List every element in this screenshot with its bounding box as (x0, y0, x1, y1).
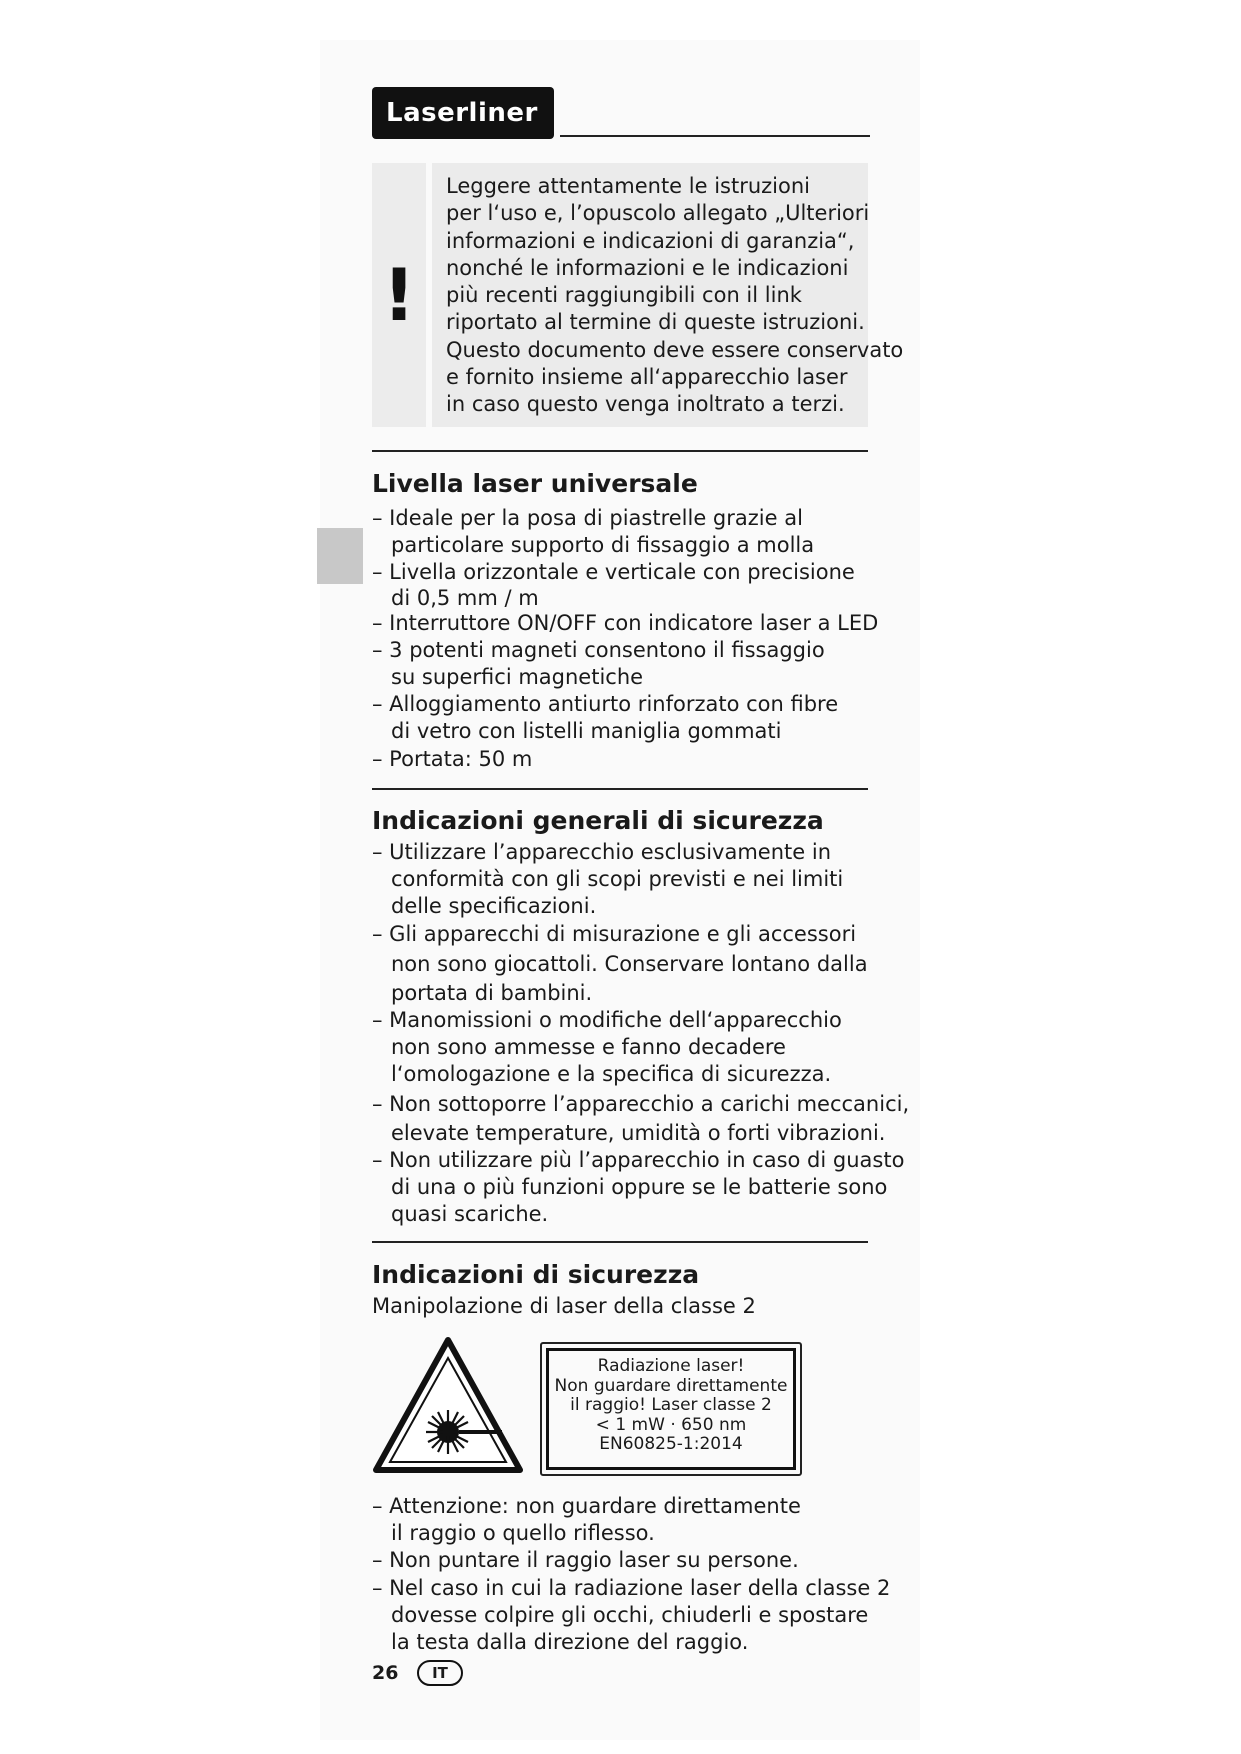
list-item: non sono giocattoli. Conservare lontano dalla (391, 951, 868, 976)
label-line: Radiazione laser! (597, 1356, 745, 1376)
general-safety-title: Indicazioni generali di sicurezza (372, 806, 824, 835)
list-item: il raggio o quello riflesso. (391, 1521, 655, 1546)
header-rule (560, 135, 870, 137)
notice-line: nonché le informazioni e le indicazioni (446, 255, 849, 280)
notice-line: informazioni e indicazioni di garanzia“, (446, 228, 855, 253)
list-item: elevate temperature, umidità o forti vibrazioni. (391, 1120, 886, 1145)
language-badge (417, 1660, 463, 1686)
features-list (372, 505, 878, 773)
list-item: – Non utilizzare più l’apparecchio in caso di guasto (372, 1147, 905, 1172)
list-item: – Non sottoporre l’apparecchio a carichi meccanici, (372, 1091, 910, 1116)
list-item: – Portata: 50 m (372, 746, 533, 771)
list-item: delle specificazioni. (391, 894, 597, 919)
list-item: – Non puntare il raggio laser su persone. (372, 1548, 799, 1573)
page-number: 26 (372, 1662, 399, 1684)
list-item: – Alloggiamento antiurto rinforzato con fibre (372, 692, 839, 717)
list-item: – Ideale per la posa di piastrelle grazie al (372, 506, 803, 530)
notice-line: Leggere attentamente le istruzioni (446, 174, 811, 198)
list-item: su superfici magnetiche (391, 665, 644, 690)
language-tab-marker (317, 528, 363, 584)
list-item: di una o più funzioni oppure se le batterie sono (391, 1175, 888, 1200)
list-item: conformità con gli scopi previsti e nei limiti (391, 867, 844, 892)
features-title: Livella laser universale (372, 469, 698, 498)
list-item: – Interruttore ON/OFF con indicatore laser a LED (372, 610, 879, 635)
list-item: di 0,5 mm / m (391, 585, 539, 610)
safety-subtitle: Manipolazione di laser della classe 2 (372, 1294, 756, 1318)
safety-list (372, 1493, 890, 1656)
list-item: dovesse colpire gli occhi, chiuderli e spostare (391, 1602, 869, 1627)
label-line: Non guardare direttamente (554, 1375, 788, 1396)
section-divider (372, 1241, 868, 1243)
laser-warning-icon (372, 1336, 524, 1476)
notice-box (372, 163, 904, 427)
notice-line: riportato al termine di queste istruzioni. (446, 310, 865, 335)
list-item: – 3 potenti magneti consentono il fissaggio (372, 637, 825, 662)
label-line: il raggio! Laser classe 2 (570, 1395, 772, 1415)
list-item: – Livella orizzontale e verticale con precisione (372, 560, 855, 585)
logo-text: Laserliner (386, 98, 538, 128)
notice-line: e fornito insieme all‘apparecchio laser (446, 365, 848, 390)
list-item: – Manomissioni o modifiche dell‘apparecchio (372, 1008, 842, 1033)
brand-logo (372, 87, 554, 139)
list-item: di vetro con listelli maniglia gommati (391, 719, 782, 744)
safety-title: Indicazioni di sicurezza (372, 1260, 700, 1289)
notice-line: più recenti raggiungibili con il link (446, 283, 802, 308)
list-item: non sono ammesse e fanno decadere (391, 1035, 786, 1060)
exclamation-icon: ! (372, 163, 426, 427)
list-item: la testa dalla direzione del raggio. (391, 1630, 749, 1655)
notice-line: in caso questo venga inoltrato a terzi. (446, 392, 845, 417)
language-code: IT (432, 1664, 448, 1682)
list-item: – Utilizzare l’apparecchio esclusivamente in (372, 840, 832, 864)
laser-class-label (540, 1342, 802, 1476)
list-item: – Attenzione: non guardare direttamente (372, 1494, 801, 1518)
list-item: particolare supporto di fissaggio a molla (391, 533, 815, 558)
section-divider (372, 788, 868, 790)
section-divider (372, 450, 868, 452)
list-item: portata di bambini. (391, 980, 593, 1005)
label-line: EN60825-1:2014 (599, 1434, 743, 1454)
list-item: – Gli apparecchi di misurazione e gli accessori (372, 921, 857, 946)
notice-line: per l‘uso e, l’opuscolo allegato „Ulteriori (446, 201, 870, 226)
notice-line: Questo documento deve essere conservato (446, 337, 904, 362)
label-line: < 1 mW · 650 nm (595, 1414, 747, 1435)
general-safety-list (372, 839, 909, 1228)
list-item: l‘omologazione e la specifica di sicurezza. (391, 1062, 832, 1087)
list-item: quasi scariche. (391, 1202, 549, 1227)
notice-text (432, 163, 904, 427)
list-item: – Nel caso in cui la radiazione laser della classe 2 (372, 1575, 891, 1600)
